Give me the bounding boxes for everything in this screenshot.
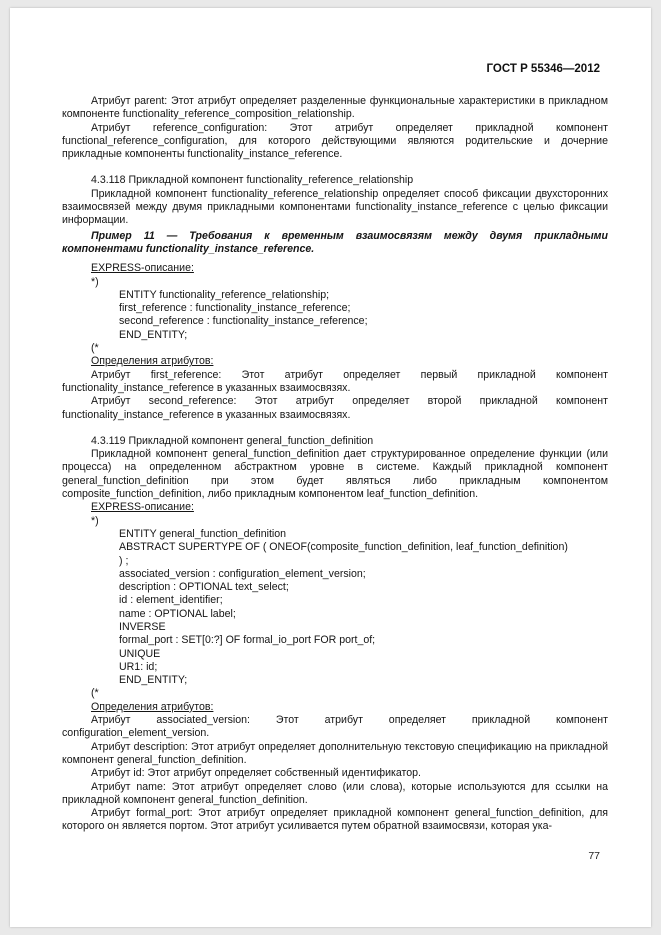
attribute-associated-version: Атрибут associated_version: Этот атрибут определяет прикладной компонент configuration_element_version. bbox=[62, 714, 608, 740]
section-heading-4-3-118: 4.3.118 Прикладной компонент functionality_reference_relationship bbox=[91, 174, 414, 187]
code-line: UNIQUE bbox=[119, 647, 161, 660]
attribute-name: Атрибут name: Этот атрибут определяет слово (или слова), которые используются для ссылки на прикладной компонент general_function_definition. bbox=[62, 780, 608, 806]
code-line: name : OPTIONAL label; bbox=[119, 607, 236, 620]
code-line: INVERSE bbox=[119, 620, 166, 633]
code-line: UR1: id; bbox=[119, 660, 158, 673]
code-line: ENTITY general_function_definition bbox=[119, 527, 287, 540]
express-label: EXPRESS-описание: bbox=[91, 262, 194, 275]
code-line: description : OPTIONAL text_select; bbox=[119, 581, 289, 594]
code-line: END_ENTITY; bbox=[119, 674, 188, 687]
code-line: ) ; bbox=[119, 554, 129, 567]
express-code-block bbox=[62, 528, 608, 688]
document-page bbox=[10, 8, 651, 927]
attribute-definitions-label: Определения атрибутов: bbox=[91, 355, 214, 368]
code-line: ABSTRACT SUPERTYPE OF ( ONEOF(composite_function_definition, leaf_function_definition) bbox=[119, 541, 568, 554]
code-line: END_ENTITY; bbox=[119, 328, 188, 341]
section-description-4-3-118: Прикладной компонент functionality_reference_relationship определяет способ фиксации двухсторонних взаимосвязей между двумя прикладными компонентами functionality_instance_reference с целью фиксации информации. bbox=[62, 187, 608, 227]
example-note: Пример 11 — Требования к временным взаимосвязям между двумя прикладными компонентами functionality_instance_reference. bbox=[62, 229, 608, 255]
section-description-4-3-119: Прикладной компонент general_function_definition дает структурированное определение функции (или процесса) на определенном абстрактном уровне в системе. Каждый прикладной компонент general_function_definition при этом будет являться либо прикладным компонентом composite_function_definition, либо прикладным компонентом leaf_function_definition. bbox=[62, 448, 608, 501]
code-line: associated_version : configuration_element_version; bbox=[119, 567, 366, 580]
spacer bbox=[62, 161, 608, 174]
code-line: first_reference : functionality_instance_reference; bbox=[119, 302, 351, 315]
code-line: id : element_identifier; bbox=[119, 594, 223, 607]
express-close-marker: (* bbox=[91, 687, 99, 700]
paragraph-parent: Атрибут parent: Этот атрибут определяет разделенные функциональные характеристики в прикладном компоненте functionality_reference_composition_relationship. bbox=[62, 95, 608, 121]
section-heading-4-3-119: 4.3.119 Прикладной компонент general_function_definition bbox=[91, 434, 374, 447]
express-open-marker: *) bbox=[91, 514, 99, 527]
attribute-definitions-label: Определения атрибутов: bbox=[91, 700, 214, 713]
attribute-formal-port: Атрибут formal_port: Этот атрибут определяет прикладной компонент general_function_definition, для которого он является портом. Этот атрибут усиливается путем обратной взаимосвязи, которая ука- bbox=[62, 807, 608, 833]
code-line: ENTITY functionality_reference_relationship; bbox=[119, 288, 330, 301]
express-label: EXPRESS-описание: bbox=[91, 501, 194, 514]
code-line: formal_port : SET[0:?] OF formal_io_port FOR port_of; bbox=[119, 634, 376, 647]
express-code-block bbox=[62, 289, 608, 342]
express-open-marker: *) bbox=[91, 275, 99, 288]
express-close-marker: (* bbox=[91, 342, 99, 355]
attribute-second-reference: Атрибут second_reference: Этот атрибут определяет второй прикладной компонент functionality_instance_reference в указанных взаимосвязях. bbox=[62, 395, 608, 421]
paragraph-reference-configuration: Атрибут reference_configuration: Этот атрибут определяет прикладной компонент functional_reference_configuration, для которого действующими являются родительские и дочерние прикладные компоненты functionality_instance_reference. bbox=[62, 121, 608, 161]
attribute-description: Атрибут description: Этот атрибут определяет дополнительную текстовую спецификацию на прикладной компонент general_function_definition. bbox=[62, 740, 608, 766]
spacer bbox=[62, 422, 608, 435]
attribute-id: Атрибут id: Этот атрибут определяет собственный идентификатор. bbox=[91, 767, 421, 780]
page-number: 77 bbox=[588, 850, 600, 862]
attribute-first-reference: Атрибут first_reference: Этот атрибут определяет первый прикладной компонент functionality_instance_reference в указанных взаимосвязях. bbox=[62, 368, 608, 394]
code-line: second_reference : functionality_instance_reference; bbox=[119, 315, 368, 328]
document-id-header: ГОСТ Р 55346—2012 bbox=[486, 63, 600, 75]
document-body bbox=[62, 95, 608, 834]
